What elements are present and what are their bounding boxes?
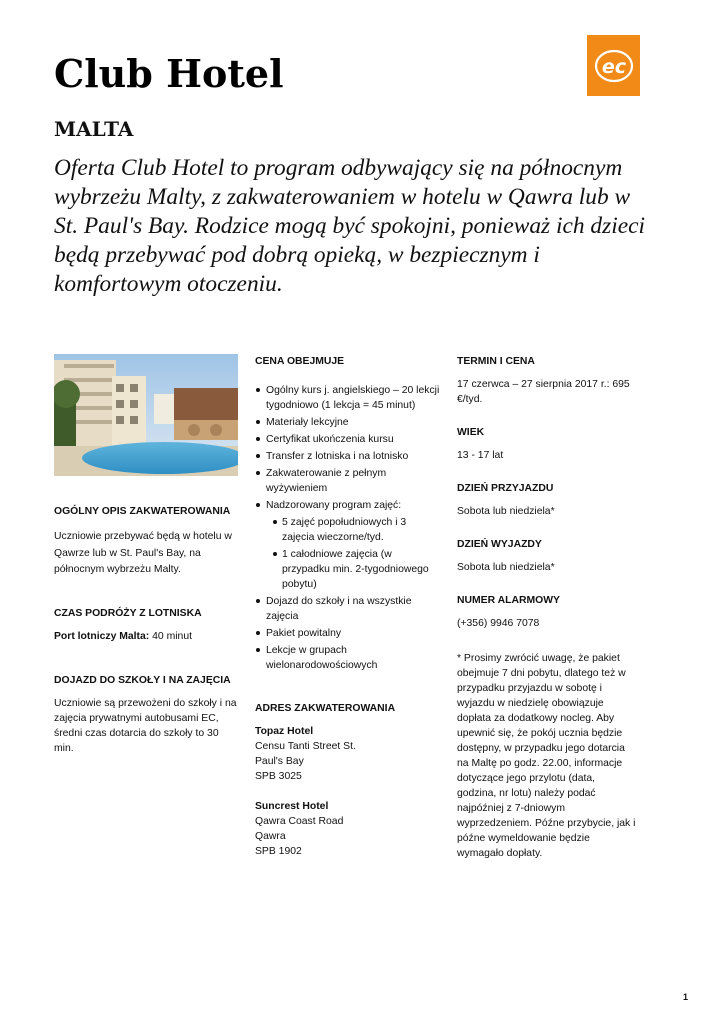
- travel-value: 40 minut: [149, 630, 193, 642]
- list-item: Materiały lekcyjne: [255, 415, 440, 430]
- term-heading: TERMIN I CENA: [457, 356, 535, 367]
- hotel2-line2: Qawra: [255, 831, 286, 842]
- ec-logo-icon: [592, 46, 636, 86]
- program-label: Nadzorowany program zajęć:: [266, 500, 402, 511]
- age-heading: WIEK: [457, 427, 485, 438]
- general-heading: OGÓLNY OPIS ZAKWATEROWANIA: [54, 506, 231, 517]
- address-heading: ADRES ZAKWATEROWANIA: [255, 703, 396, 714]
- list-item: 1 całodniowe zajęcia (w przypadku min. 2-tygodniowego pobytu): [272, 547, 440, 592]
- country-heading: MALTA: [54, 117, 134, 141]
- hotel2-name: Suncrest Hotel: [255, 801, 329, 812]
- hotel1-line3: SPB 3025: [255, 771, 302, 782]
- term-text: 17 czerwca – 27 sierpnia 2017 r.: 695 €/tyd.: [457, 379, 630, 405]
- includes-list: [255, 383, 440, 673]
- travel-heading: CZAS PODRÓŻY Z LOTNISKA: [54, 607, 202, 619]
- ec-logo: [587, 35, 640, 96]
- list-item: Transfer z lotniska i na lotnisko: [255, 449, 440, 464]
- page-title: Club Hotel: [54, 51, 284, 96]
- list-item: Ogólny kurs j. angielskiego – 20 lekcji tygodniowo (1 lekcja = 45 minut): [255, 383, 440, 413]
- hotel1-line2: Paul's Bay: [255, 756, 304, 767]
- arrival-heading: DZIEŃ PRZYJAZDU: [457, 483, 554, 494]
- intro-text: Oferta Club Hotel to program odbywający się na północnym wybrzeżu Malty, z zakwaterowaniem w hotelu w Qawra lub w St. Paul's Bay. Rodzice mogą być spokojni, ponieważ ich dzieci będą przebywać pod dobrą opieką, w bezpiecznym i komfortowym otoczeniu.: [54, 155, 645, 297]
- left-column: [54, 354, 240, 756]
- list-item: Dojazd do szkoły i na wszystkie zajęcia: [255, 594, 440, 624]
- travel-time: [54, 629, 240, 644]
- hotel-photo: [54, 354, 238, 476]
- commute-heading: DOJAZD DO SZKOŁY I NA ZAJĘCIA: [54, 674, 231, 686]
- hotel2-line3: SPB 1902: [255, 846, 302, 857]
- departure-text: Sobota lub niedziela*: [457, 562, 555, 573]
- hotel1-line1: Censu Tanti Street St.: [255, 741, 356, 752]
- hotel2-line1: Qawra Coast Road: [255, 816, 344, 827]
- departure-heading: DZIEŃ WYJAZDY: [457, 539, 542, 550]
- list-item: 5 zajęć popołudniowych i 3 zajęcia wieczorne/tyd.: [272, 515, 440, 545]
- emergency-number: (+356) 9946 7078: [457, 618, 540, 629]
- list-item: Zakwaterowanie z pełnym wyżywieniem: [255, 466, 440, 496]
- list-item: [255, 498, 440, 592]
- list-item: Lekcje w grupach wielonarodowościowych: [255, 643, 440, 673]
- middle-column: [255, 354, 440, 859]
- travel-label: Port lotniczy Malta:: [54, 630, 150, 642]
- list-item: Pakiet powitalny: [255, 626, 440, 641]
- footnote-text: * Prosimy zwrócić uwagę, że pakiet obejmuje 7 dni pobytu, dlatego też w przypadku przyjazdu w sobotę i wyjazdu w niedzielę obowiązuje dopłata za dodatkowy nocleg. Aby upewnić się, że pokój ucznia będzie dostępny, w przypadku jego dotarcia na Maltę po godz. 22.00, informacje dotyczące jego przylotu (data, godzina, nr lotu) należy podać najpóźniej z 7-dniowym wyprzedzeniem. Późne przybycie, jak i późne wymeldowanie będzie wymagało dopłaty.: [457, 653, 636, 859]
- program-sublist: [266, 515, 440, 592]
- general-text: Uczniowie przebywać będą w hotelu w Qawrze lub w St. Paul's Bay, na północnym wybrzeżu Malty.: [54, 531, 232, 575]
- emergency-heading: NUMER ALARMOWY: [457, 595, 560, 606]
- svg-text:ec: ec: [601, 55, 626, 78]
- right-column: [457, 354, 657, 861]
- page-number: 1: [683, 992, 689, 1002]
- age-text: 13 - 17 lat: [457, 450, 504, 461]
- commute-text: Uczniowie są przewożeni do szkoły i na zajęcia prywatnymi autobusami EC, średni czas dotarcia do szkoły to 30 min.: [54, 697, 237, 754]
- list-item: Certyfikat ukończenia kursu: [255, 432, 440, 447]
- includes-heading: CENA OBEJMUJE: [255, 356, 345, 367]
- arrival-text: Sobota lub niedziela*: [457, 506, 555, 517]
- hotel1-name: Topaz Hotel: [255, 726, 314, 737]
